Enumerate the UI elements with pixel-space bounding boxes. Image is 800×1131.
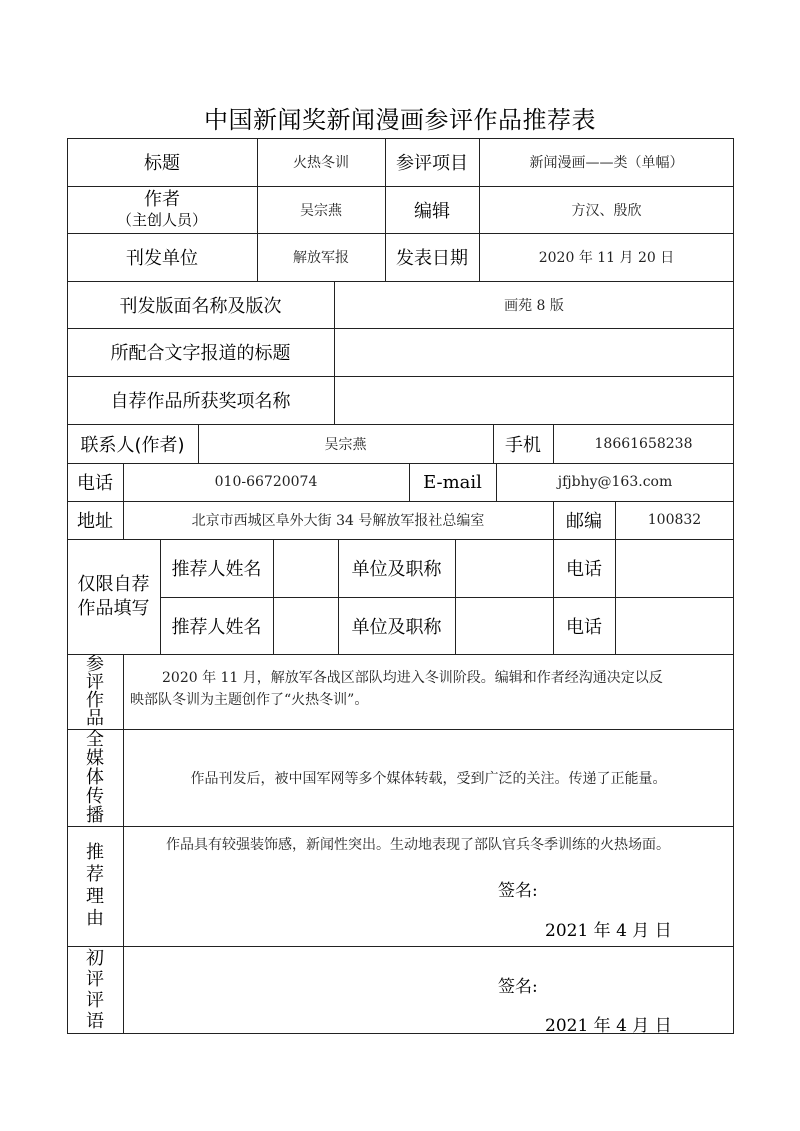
recommender-name-field[interactable] bbox=[273, 539, 338, 597]
self-recommend-label-line2: 作品填写 bbox=[77, 597, 150, 619]
author-value: 吴宗燕 bbox=[300, 202, 342, 219]
email-value[interactable]: jfjbhy@163.com bbox=[557, 474, 673, 490]
recommender-unit-label: 单位及职称 bbox=[351, 559, 442, 580]
review-label-char: 语 bbox=[86, 1011, 104, 1032]
media-label-char: 全 bbox=[86, 729, 104, 750]
summary-label-char: 作 bbox=[86, 689, 104, 711]
media-label-char: 体 bbox=[86, 767, 104, 788]
recommender-phone-label: 电话 bbox=[566, 559, 602, 580]
editor-value: 方汉、殷欣 bbox=[571, 202, 642, 219]
title-label: 标题 bbox=[144, 153, 180, 174]
postcode-label: 邮编 bbox=[566, 511, 602, 532]
recommender-name-label: 推荐人姓名 bbox=[171, 616, 262, 638]
reason-signature-label: 签名: bbox=[498, 881, 538, 901]
recommender-name-field[interactable] bbox=[273, 597, 338, 654]
title-value: 火热冬训 bbox=[293, 155, 349, 171]
phone-value: 010-66720074 bbox=[214, 474, 318, 490]
summary-label-char: 评 bbox=[86, 671, 104, 693]
media-label-char: 播 bbox=[86, 805, 104, 826]
contact-value: 吴宗燕 bbox=[324, 436, 367, 453]
review-signature-label: 签名: bbox=[498, 977, 538, 997]
page-edition-value: 画苑 8 版 bbox=[504, 297, 564, 314]
postcode-value: 100832 bbox=[647, 512, 702, 528]
reason-label-char: 理 bbox=[86, 886, 104, 907]
review-date: 2021 年 4 月 日 bbox=[545, 1016, 672, 1036]
recommender-phone-field[interactable] bbox=[615, 539, 734, 597]
summary-line: 2020 年 11 月，解放军各战区部队均进入冬训阶段。编辑和作者经沟通决定以反 bbox=[162, 670, 663, 686]
recommender-unit-field[interactable] bbox=[455, 539, 553, 597]
address-value: 北京市西城区阜外大街 34 号解放军报社总编室 bbox=[191, 513, 485, 529]
publisher-label: 刊发单位 bbox=[126, 248, 198, 269]
publisher-value: 解放军报 bbox=[293, 250, 349, 266]
publish-date-value: 2020 年 11 月 20 日 bbox=[538, 250, 675, 266]
reason-date: 2021 年 4 月 日 bbox=[545, 921, 672, 941]
recommender-unit-label: 单位及职称 bbox=[351, 616, 442, 638]
recommender-phone-label: 电话 bbox=[566, 616, 602, 638]
page-edition-label: 刊发版面名称及版次 bbox=[119, 295, 282, 317]
page-title: 中国新闻奖新闻漫画参评作品推荐表 bbox=[204, 106, 596, 134]
summary-label-char: 参 bbox=[86, 653, 104, 675]
author-sublabel: （主创人员） bbox=[116, 210, 207, 229]
address-label: 地址 bbox=[77, 511, 113, 532]
entry-category-label: 参评项目 bbox=[396, 153, 468, 174]
email-label: E-mail bbox=[423, 471, 482, 493]
publish-date-label: 发表日期 bbox=[396, 248, 468, 269]
media-label-char: 传 bbox=[86, 786, 104, 807]
contact-label: 联系人(作者) bbox=[80, 434, 185, 456]
phone-label: 电话 bbox=[77, 473, 113, 494]
summary-label-char: 品 bbox=[86, 707, 104, 729]
recommender-phone-field[interactable] bbox=[615, 597, 734, 654]
media-effect-text: 作品刊发后，被中国军网等多个媒体转载，受到广泛的关注。传递了正能量。 bbox=[190, 770, 667, 787]
reason-label-char: 由 bbox=[86, 908, 104, 929]
mobile-value: 18661658238 bbox=[594, 435, 693, 452]
review-label-char: 评 bbox=[86, 990, 104, 1011]
reason-label-char: 荐 bbox=[86, 864, 104, 885]
review-label-char: 初 bbox=[86, 948, 104, 969]
editor-label: 编辑 bbox=[414, 200, 450, 222]
summary-text bbox=[130, 667, 730, 711]
mobile-label: 手机 bbox=[505, 434, 541, 456]
reason-text: 作品具有较强装饰感，新闻性突出。生动地表现了部队官兵冬季训练的火热场面。 bbox=[166, 837, 670, 853]
entry-category-value: 新闻漫画——类（单幅） bbox=[529, 155, 684, 171]
summary-line: 映部队冬训为主题创作了“火热冬训”。 bbox=[130, 692, 369, 708]
related-report-label: 所配合文字报道的标题 bbox=[110, 343, 291, 364]
media-label-char: 媒 bbox=[86, 748, 104, 769]
review-label-char: 评 bbox=[86, 969, 104, 990]
self-recommend-label-line1: 仅限自荐 bbox=[77, 573, 150, 595]
recommender-name-label: 推荐人姓名 bbox=[171, 559, 262, 580]
reason-label-char: 推 bbox=[86, 842, 104, 863]
awards-label: 自荐作品所获奖项名称 bbox=[110, 391, 291, 412]
author-label: 作者 bbox=[144, 188, 180, 210]
recommender-unit-field[interactable] bbox=[455, 597, 553, 654]
